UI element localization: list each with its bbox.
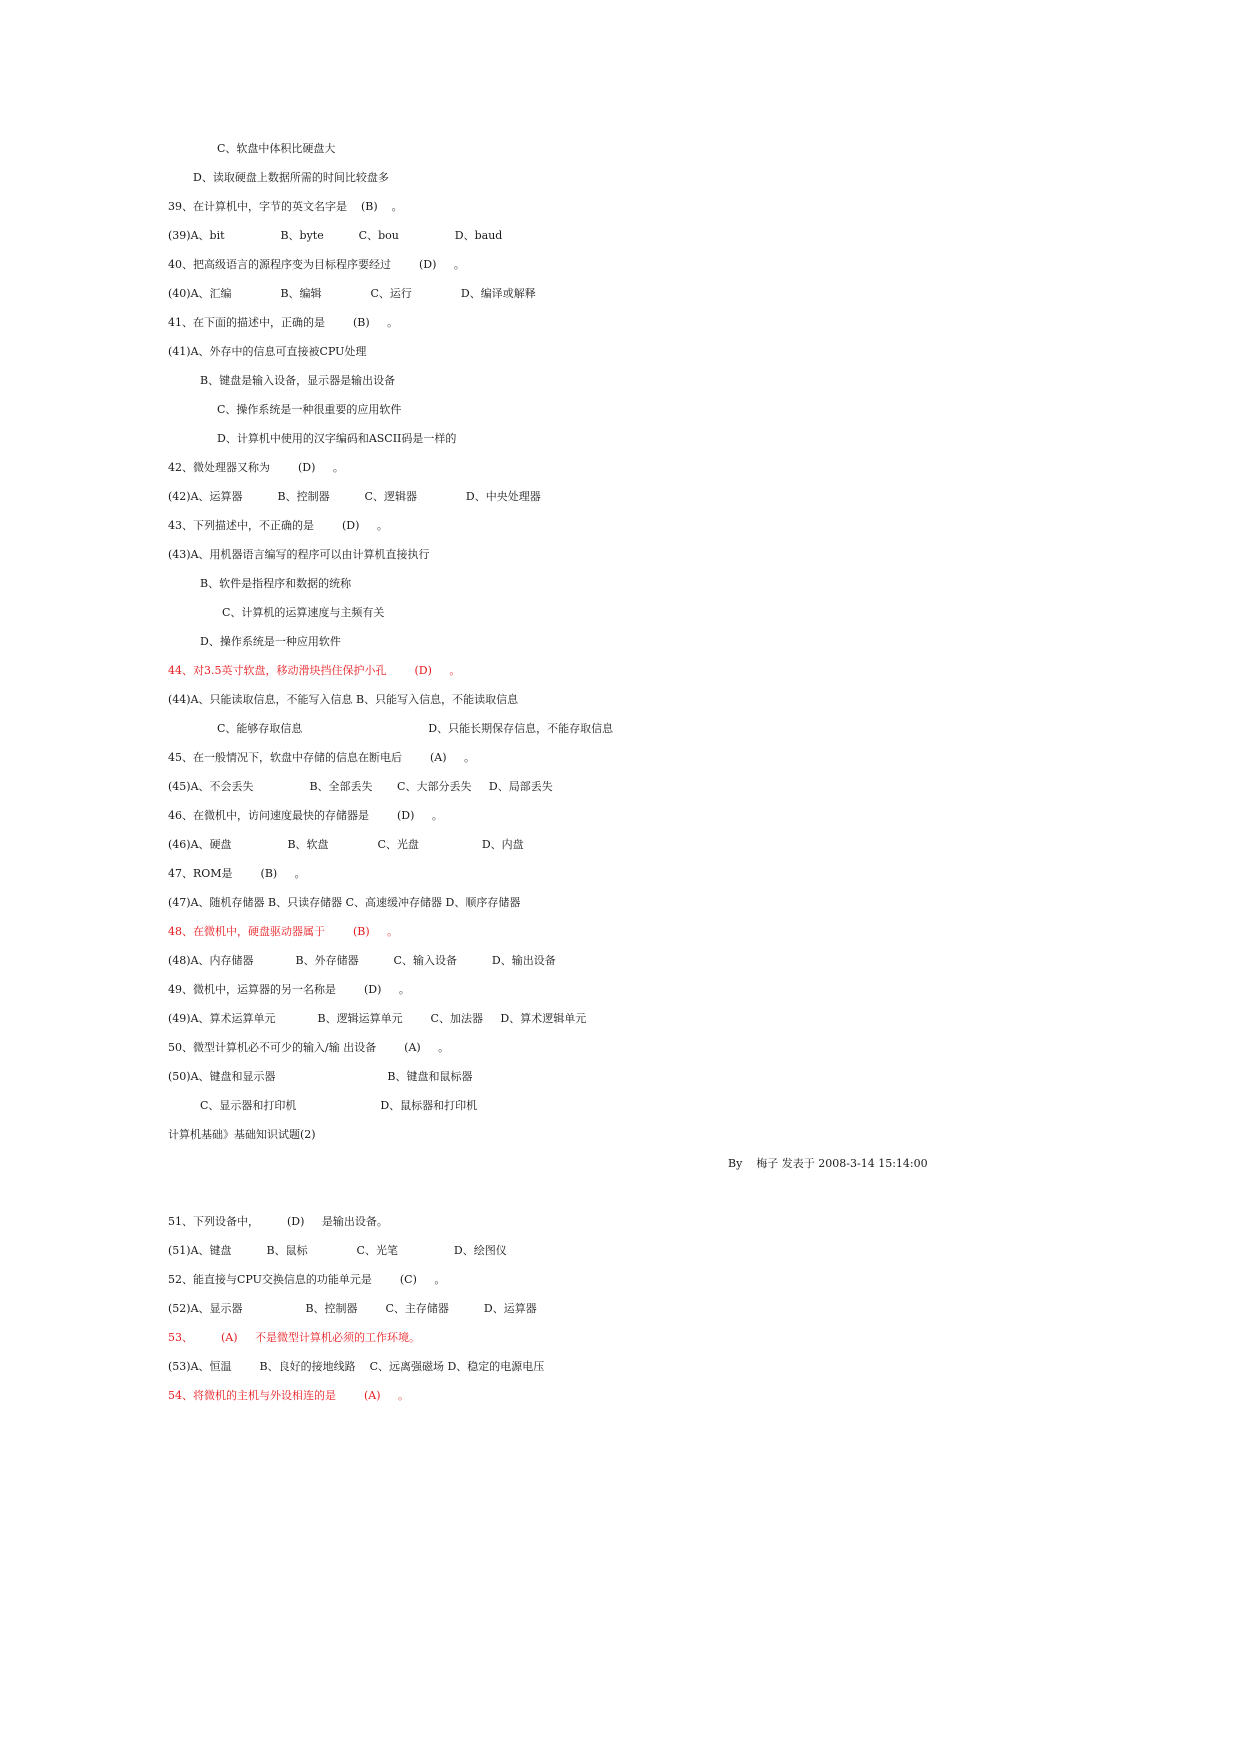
answer-line: (40)A、汇编 B、编辑 C、运行 D、编译或解释 [168, 287, 536, 300]
answer-line: B、键盘是输入设备，显示器是输出设备 [200, 374, 396, 387]
highlighted-question-line: 44、对3.5英寸软盘，移动滑块挡住保护小孔 (D) 。 [168, 664, 461, 677]
answer-line: C、操作系统是一种很重要的应用软件 [217, 403, 402, 416]
answer-line: (44)A、只能读取信息，不能写入信息 B、只能写入信息，不能读取信息 [168, 693, 519, 706]
question-line: 42、微处理器又称为 (D) 。 [168, 461, 344, 474]
answer-line: (49)A、算术运算单元 B、逻辑运算单元 C、加法器 D、算术逻辑单元 [168, 1012, 587, 1025]
answer-line: (39)A、bit B、byte C、bou D、baud [168, 229, 503, 242]
answer-line: (51)A、键盘 B、鼠标 C、光笔 D、绘图仪 [168, 1244, 507, 1257]
post-byline: By 梅子 发表于 2008-3-14 15:14:00 [728, 1157, 928, 1170]
answer-line: (45)A、不会丢失 B、全部丢失 C、大部分丢失 D、局部丢失 [168, 780, 553, 793]
question-line: 46、在微机中，访问速度最快的存储器是 (D) 。 [168, 809, 443, 822]
highlighted-question-line: 54、将微机的主机与外设相连的是 (A) 。 [168, 1389, 409, 1402]
answer-line: (53)A、恒温 B、良好的接地线路 C、远离强磁场 D、稳定的电源电压 [168, 1360, 545, 1373]
question-line: 47、ROM是 (B) 。 [168, 867, 306, 880]
answer-line: (47)A、随机存储器 B、只读存储器 C、高速缓冲存储器 D、顺序存储器 [168, 896, 521, 909]
question-line: 51、下列设备中， (D) 是输出设备。 [168, 1215, 388, 1228]
question-line: 43、下列描述中，不正确的是 (D) 。 [168, 519, 388, 532]
answer-line: D、计算机中使用的汉字编码和ASCII码是一样的 [217, 432, 457, 445]
text-line: C、软盘中体积比硬盘大 [217, 142, 336, 155]
answer-line: (48)A、内存储器 B、外存储器 C、输入设备 D、输出设备 [168, 954, 556, 967]
highlighted-question-line: 48、在微机中，硬盘驱动器属于 (B) 。 [168, 925, 399, 938]
answer-line: (43)A、用机器语言编写的程序可以由计算机直接执行 [168, 548, 430, 561]
answer-line: (52)A、显示器 B、控制器 C、主存储器 D、运算器 [168, 1302, 537, 1315]
answer-line: C、显示器和打印机 D、鼠标器和打印机 [200, 1099, 478, 1112]
question-line: 40、把高级语言的源程序变为目标程序要经过 (D) 。 [168, 258, 465, 271]
answer-line: C、能够存取信息 D、只能长期保存信息，不能存取信息 [217, 722, 614, 735]
question-line: 39、在计算机中，字节的英文名字是 (B) 。 [168, 200, 403, 213]
answer-line: (41)A、外存中的信息可直接被CPU处理 [168, 345, 367, 358]
answer-line: D、操作系统是一种应用软件 [200, 635, 341, 648]
question-line: 49、微机中，运算器的另一名称是 (D) 。 [168, 983, 410, 996]
question-line: 52、能直接与CPU交换信息的功能单元是 (C) 。 [168, 1273, 446, 1286]
answer-line: (42)A、运算器 B、控制器 C、逻辑器 D、中央处理器 [168, 490, 541, 503]
answer-line: (46)A、硬盘 B、软盘 C、光盘 D、内盘 [168, 838, 524, 851]
question-line: 41、在下面的描述中，正确的是 (B) 。 [168, 316, 399, 329]
answer-line: C、计算机的运算速度与主频有关 [222, 606, 385, 619]
section-title: 计算机基础》基础知识试题(2) [168, 1128, 316, 1141]
answer-line: B、软件是指程序和数据的统称 [200, 577, 352, 590]
text-line: D、读取硬盘上数据所需的时间比较盘多 [193, 171, 389, 184]
question-line: 50、微型计算机必不可少的输入/输 出设备 (A) 。 [168, 1041, 450, 1054]
answer-line: (50)A、键盘和显示器 B、键盘和鼠标器 [168, 1070, 473, 1083]
highlighted-question-line: 53、 (A) 不是微型计算机必须的工作环境。 [168, 1331, 420, 1344]
question-line: 45、在一般情况下，软盘中存储的信息在断电后 (A) 。 [168, 751, 475, 764]
